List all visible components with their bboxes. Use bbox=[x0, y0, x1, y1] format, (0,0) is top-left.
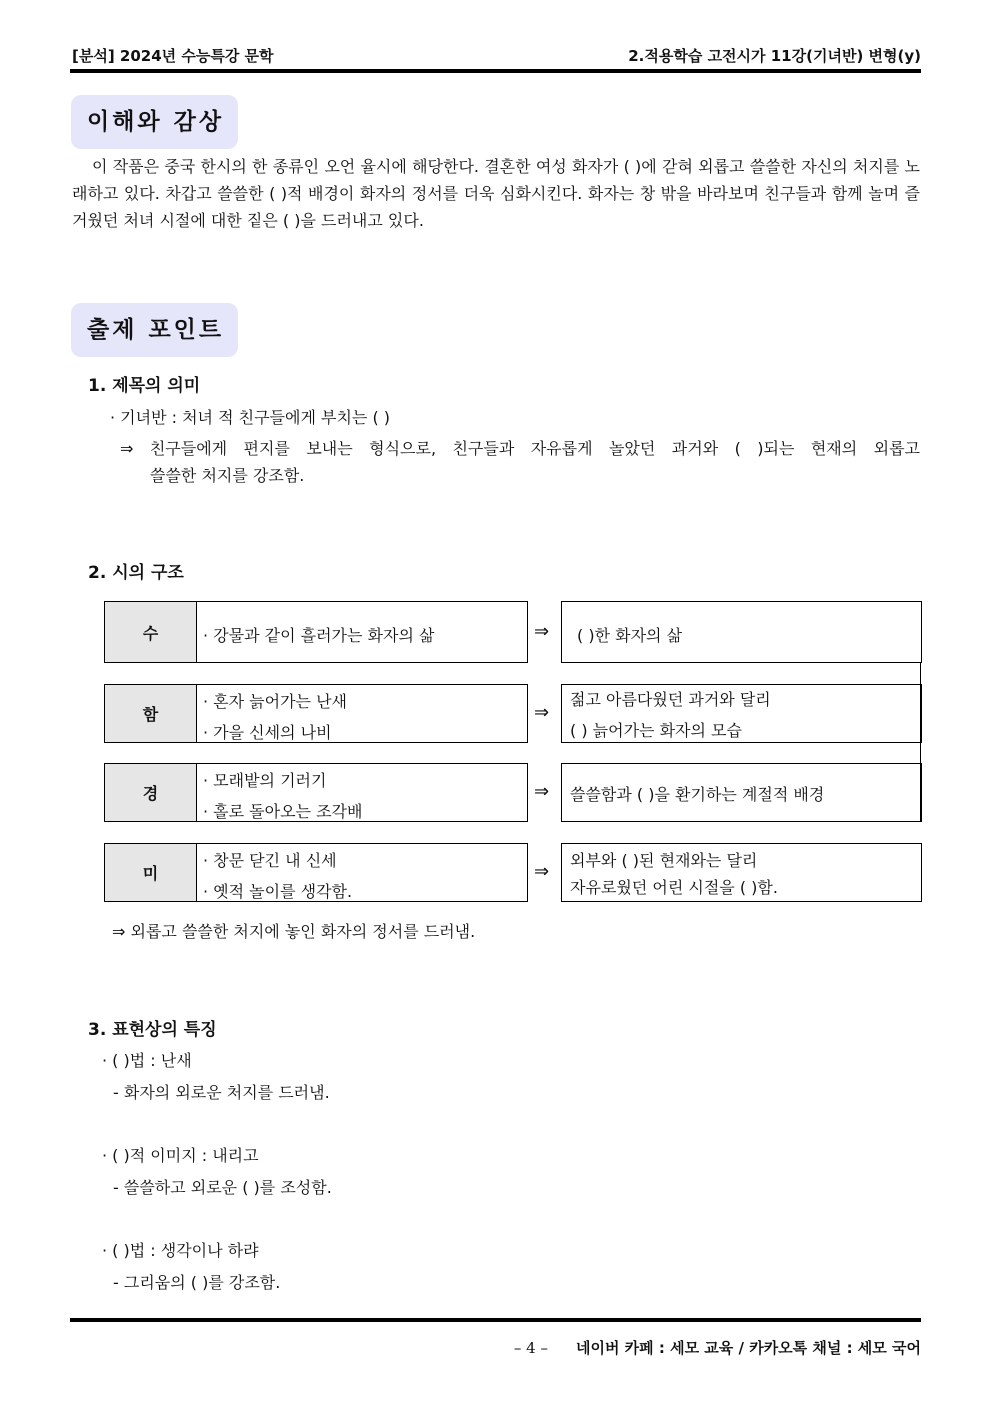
structure-label-ham: 함 bbox=[105, 685, 197, 742]
structure-label-su: 수 bbox=[105, 602, 197, 662]
feature-bullet: · ( )법 : 난새 bbox=[102, 1051, 192, 1070]
subheading-expression-features: 3. 표현상의 특징 bbox=[88, 1020, 217, 1040]
structure-row-ham bbox=[104, 684, 528, 743]
structure-line: · 창문 닫긴 내 신세 bbox=[203, 851, 337, 870]
structure-arrow: ⇒ bbox=[534, 861, 550, 882]
structure-arrow: ⇒ bbox=[534, 621, 550, 642]
header-right: 2.적용학습 고전시가 11강(기녀반) 변형(y) bbox=[628, 47, 921, 65]
structure-result-su bbox=[561, 601, 922, 663]
footer bbox=[514, 1337, 921, 1358]
section-title-exam-points: 출제 포인트 bbox=[71, 303, 238, 357]
subheading-title-meaning: 1. 제목의 의미 bbox=[88, 376, 201, 396]
structure-result-gyeong bbox=[561, 763, 922, 822]
structure-arrow: ⇒ bbox=[534, 781, 550, 802]
structure-result-line: ( ) 늙어가는 화자의 모습 bbox=[570, 721, 742, 740]
footer-rule bbox=[70, 1318, 921, 1322]
structure-line: · 가을 신세의 나비 bbox=[203, 723, 332, 742]
structure-label-gyeong: 경 bbox=[105, 764, 197, 821]
structure-result-ham bbox=[561, 684, 922, 743]
subheading-poem-structure: 2. 시의 구조 bbox=[88, 563, 184, 583]
feature-detail: - 그리움의 ( )를 강조함. bbox=[113, 1273, 281, 1292]
section-title-understanding: 이해와 감상 bbox=[71, 95, 238, 149]
structure-line: · 옛적 놀이를 생각함. bbox=[203, 882, 353, 901]
structure-result-line: 젊고 아름다웠던 과거와 달리 bbox=[570, 690, 771, 709]
structure-line: · 모래밭의 기러기 bbox=[203, 771, 327, 790]
structure-result-line: 자유로웠던 어린 시절을 ( )함. bbox=[570, 878, 778, 897]
footer-contact: 네이버 카페 : 세모 교육 / 카카오톡 채널 : 세모 국어 bbox=[575, 1339, 921, 1357]
feature-bullet: · ( )법 : 생각이나 하랴 bbox=[102, 1241, 259, 1260]
feature-bullet: · ( )적 이미지 : 내리고 bbox=[102, 1146, 259, 1165]
page-number: – 4 – bbox=[513, 1339, 548, 1357]
title-meaning-arrow-line2: 쓸쓸한 처지를 강조함. bbox=[150, 466, 305, 485]
title-meaning-bullet: · 기녀반 : 처녀 적 친구들에게 부치는 ( ) bbox=[110, 408, 391, 427]
structure-line: · 혼자 늙어가는 난새 bbox=[203, 692, 347, 711]
structure-line: · 강물과 같이 흘러가는 화자의 삶 bbox=[203, 626, 435, 645]
title-meaning-arrow-line1: ⇒ 친구들에게 편지를 보내는 형식으로, 친구들과 자유롭게 놀았던 과거와 ( )되는 현재의 외롭고 bbox=[120, 439, 920, 458]
structure-summary: ⇒ 외롭고 쓸쓸한 처지에 놓인 화자의 정서를 드러냄. bbox=[112, 922, 476, 941]
header-left: [분석] 2024년 수능특강 문학 bbox=[72, 47, 274, 65]
appreciation-paragraph: 이 작품은 중국 한시의 한 종류인 오언 율시에 해당한다. 결혼한 여성 화자가 ( )에 갇혀 외롭고 쓸쓸한 자신의 처지를 노래하고 있다. 차갑고 쓸쓸한 ( )적 배경이 화자의 정서를 더욱 심화시킨다. 화자는 창 밖을 바라보며 친구들과 함께 놀며 즐거웠던 처녀 시절에 대한 짙은 ( )을 드러내고 있다. bbox=[72, 157, 920, 230]
structure-result-mi bbox=[561, 843, 922, 902]
structure-result-line: ( )한 화자의 삶 bbox=[577, 626, 683, 645]
structure-row-su bbox=[104, 601, 528, 663]
structure-result-line: 쓸쓸함과 ( )을 환기하는 계절적 배경 bbox=[570, 785, 825, 804]
structure-line: · 홀로 돌아오는 조각배 bbox=[203, 802, 363, 821]
feature-detail: - 화자의 외로운 처지를 드러냄. bbox=[113, 1083, 330, 1102]
structure-arrow: ⇒ bbox=[534, 702, 550, 723]
header-rule bbox=[70, 69, 921, 73]
structure-label-mi: 미 bbox=[105, 844, 197, 901]
structure-row-mi bbox=[104, 843, 528, 902]
feature-detail: - 쓸쓸하고 외로운 ( )를 조성함. bbox=[113, 1178, 332, 1197]
structure-result-line: 외부와 ( )된 현재와는 달리 bbox=[570, 851, 758, 870]
structure-row-gyeong bbox=[104, 763, 528, 822]
